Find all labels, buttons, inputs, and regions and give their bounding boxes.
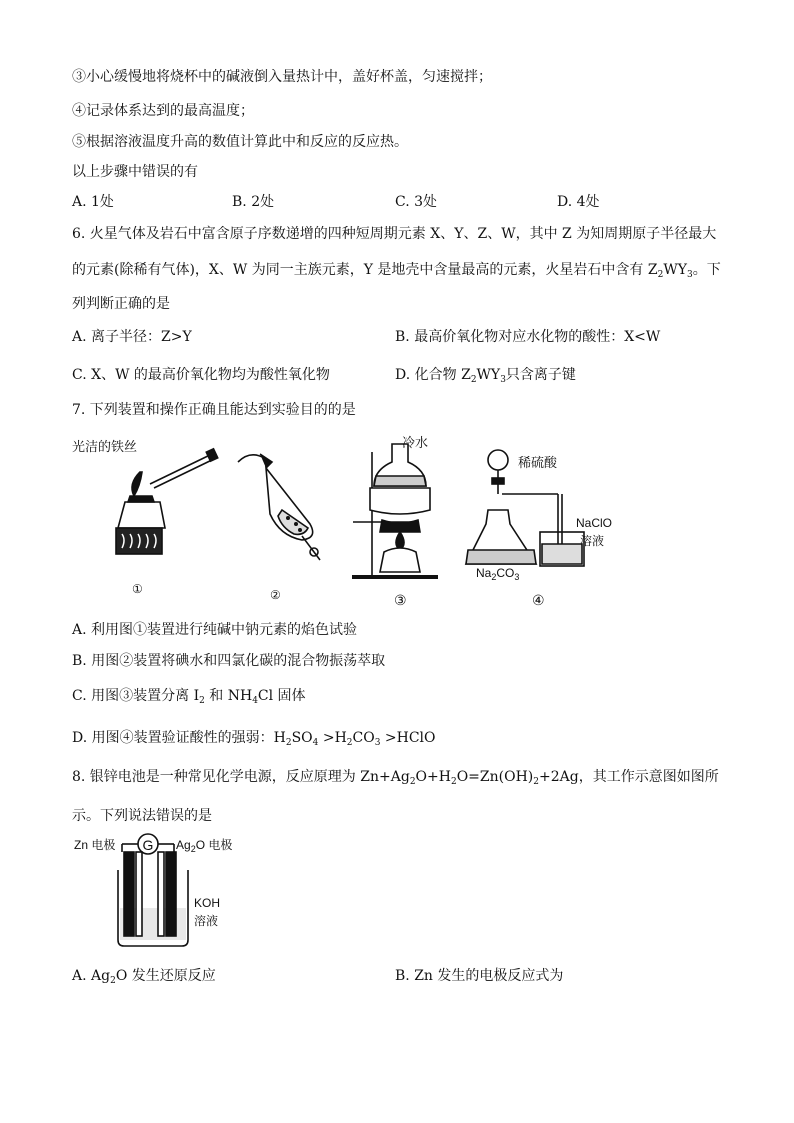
- q8-stem-line2: 示。下列说法错误的是: [72, 808, 212, 824]
- sublimation-apparatus: [352, 444, 438, 577]
- ag2o-electrode-label: $Ag_2O$ 电极: [176, 838, 233, 854]
- option-key: A.: [72, 194, 87, 210]
- koh-solution-label: 溶液: [194, 914, 219, 928]
- q5-option-b[interactable]: [232, 192, 274, 212]
- q5-option-a[interactable]: [72, 192, 114, 212]
- figure-number-3: ③: [394, 592, 407, 608]
- q8-option-a[interactable]: A. $Ag_2O$ 发生还原反应: [72, 968, 216, 986]
- q5-option-d[interactable]: [557, 192, 600, 212]
- step-4: ④记录体系达到的最高温度；: [72, 103, 254, 119]
- q6-stem-line1: 6. 火星气体及岩石中富含原子序数递增的四种短周期元素 X、Y、Z、W，其中 Z 为知周期原子半径最大: [72, 226, 717, 242]
- option-text: 4处: [576, 194, 600, 210]
- label-dilute-acid: 稀硫酸: [518, 455, 558, 470]
- option-key: D.: [557, 194, 573, 210]
- q6-option-d[interactable]: D. 化合物 $Z_2WY_3$只含离子键: [395, 367, 576, 385]
- figure-number-4: ④: [532, 592, 545, 608]
- koh-label: KOH: [194, 896, 221, 910]
- q7-option-d[interactable]: D. 用图④装置验证酸性的强弱：$H_2SO_4 >H_2CO_3$ >HClO: [72, 730, 436, 748]
- q6-stem-line2: 的元素(除稀有气体)，X、W 为同一主族元素，Y 是地壳中含量最高的元素，火星岩石中含有 $Z_2WY_3$。下: [72, 262, 721, 280]
- flame-test-apparatus: [116, 449, 218, 554]
- q7-apparatus-figures: [70, 432, 630, 612]
- option-text: 3处: [414, 194, 438, 210]
- option-text: 1处: [91, 194, 114, 210]
- q5-prompt: 以上步骤中错误的有: [72, 164, 198, 180]
- label-na2co3: $Na_2CO_3$: [476, 566, 520, 582]
- label-naclo: NaClO: [576, 516, 613, 530]
- q8-stem-line1: 8. 银锌电池是一种常见化学电源，反应原理为 $Zn+Ag_2O+H_2O=Zn(OH)_2+2Ag$，其工作示意图如图所: [72, 769, 719, 787]
- separatory-funnel: [238, 454, 320, 560]
- q6-stem-line3: 列判断正确的是: [72, 296, 170, 312]
- q7-option-a[interactable]: A. 利用图①装置进行纯碱中钠元素的焰色试验: [72, 622, 358, 638]
- step-3: ③小心缓慢地将烧杯中的碱液倒入量热计中，盖好杯盖，匀速搅拌；: [72, 69, 492, 85]
- q6-option-c[interactable]: C. X、W 的最高价氧化物均为酸性氧化物: [72, 367, 330, 383]
- step-5: ⑤根据溶液温度升高的数值计算此中和反应的反应热。: [72, 134, 408, 150]
- zn-electrode-label: Zn 电极: [74, 838, 116, 852]
- galvanometer-label: G: [142, 837, 154, 853]
- q7-option-b[interactable]: B. 用图②装置将碘水和四氯化碳的混合物振荡萃取: [72, 653, 386, 669]
- label-solution: 溶液: [580, 534, 605, 548]
- label-cold-water: 冷水: [402, 435, 429, 450]
- option-key: C.: [395, 194, 410, 210]
- q7-option-c[interactable]: C. 用图③装置分离 $I_2$ 和 $NH_4Cl$ 固体: [72, 688, 306, 706]
- q8-option-b[interactable]: B. Zn 发生的电极反应式为: [395, 968, 564, 984]
- q6-option-a[interactable]: A. 离子半径：Z>Y: [72, 329, 192, 345]
- option-text: 2处: [251, 194, 275, 210]
- label-iron-wire: 光洁的铁丝: [72, 439, 138, 454]
- q6-option-b[interactable]: B. 最高价氧化物对应水化物的酸性：X<W: [395, 329, 661, 345]
- option-key: B.: [232, 194, 247, 210]
- q7-stem: 7. 下列装置和操作正确且能达到实验目的的是: [72, 402, 356, 418]
- figure-number-1: ①: [132, 582, 143, 596]
- q5-option-c[interactable]: [395, 192, 437, 212]
- figure-number-2: ②: [270, 588, 281, 602]
